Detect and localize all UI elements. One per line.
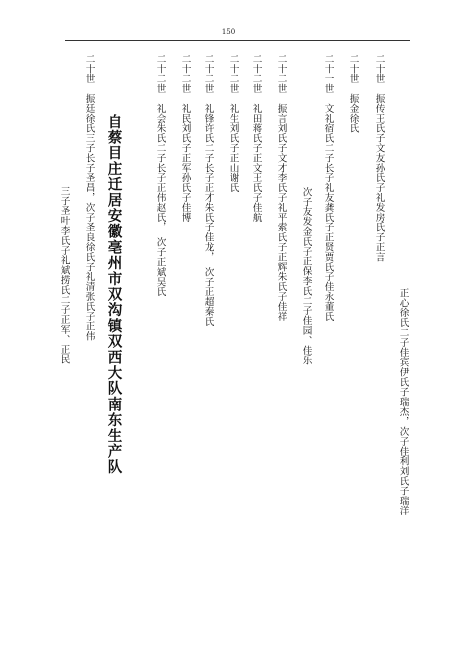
genealogy-column-4: 二十一世 文礼宿氏二子长子礼友龚氏子正贤贾氏子佳永董氏	[322, 54, 334, 322]
relocation-heading: 自蔡目庄迁居安徽亳州市双沟镇双西大队南东生产队	[105, 114, 122, 476]
genealogy-column-9: 二十二世 礼锋许氏二子长子正才朱氏子佳龙， 次子正超秦氏	[202, 54, 214, 327]
genealogy-column-8: 二十二世 礼生刘氏子正山谢氏	[227, 54, 239, 193]
genealogy-column-11: 二十二世 礼会朱氏二子长子正伟赵氏， 次子正斌吴氏	[154, 54, 166, 297]
genealogy-column-10: 二十二世 礼民刘氏子正军孙氏子佳博	[179, 54, 191, 223]
genealogy-column-12: 二十世 振廷徐氏三子长子圣昌，次子圣良徐氏子礼清张氏子正伟	[83, 54, 95, 342]
genealogy-column-1: 二十世 振传王氏子文友孙氏子礼发房氏子正言	[373, 54, 385, 262]
genealogy-column-5: 次子友发金氏子正保李氏二子佳园、佳乐	[300, 187, 312, 366]
genealogy-column-3: 二十世 振金徐氏	[347, 54, 359, 134]
page-number: 150	[221, 28, 236, 36]
genealogy-column-13: 三子圣叶李氏子礼斌捞氏二子正军、正民	[58, 186, 70, 365]
genealogy-column-6: 二十二世 振言刘氏子文才李氏子礼平索氏子正辉朱氏子佳祥	[275, 54, 287, 322]
header-rule	[65, 40, 410, 41]
genealogy-column-2: 正心徐氏二子佳宾伊氏子瑞杰，次子佳利刘氏子瑞洋	[397, 288, 409, 516]
genealogy-column-7: 二十二世 礼田蒋氏子正文王氏子佳航	[250, 54, 262, 223]
